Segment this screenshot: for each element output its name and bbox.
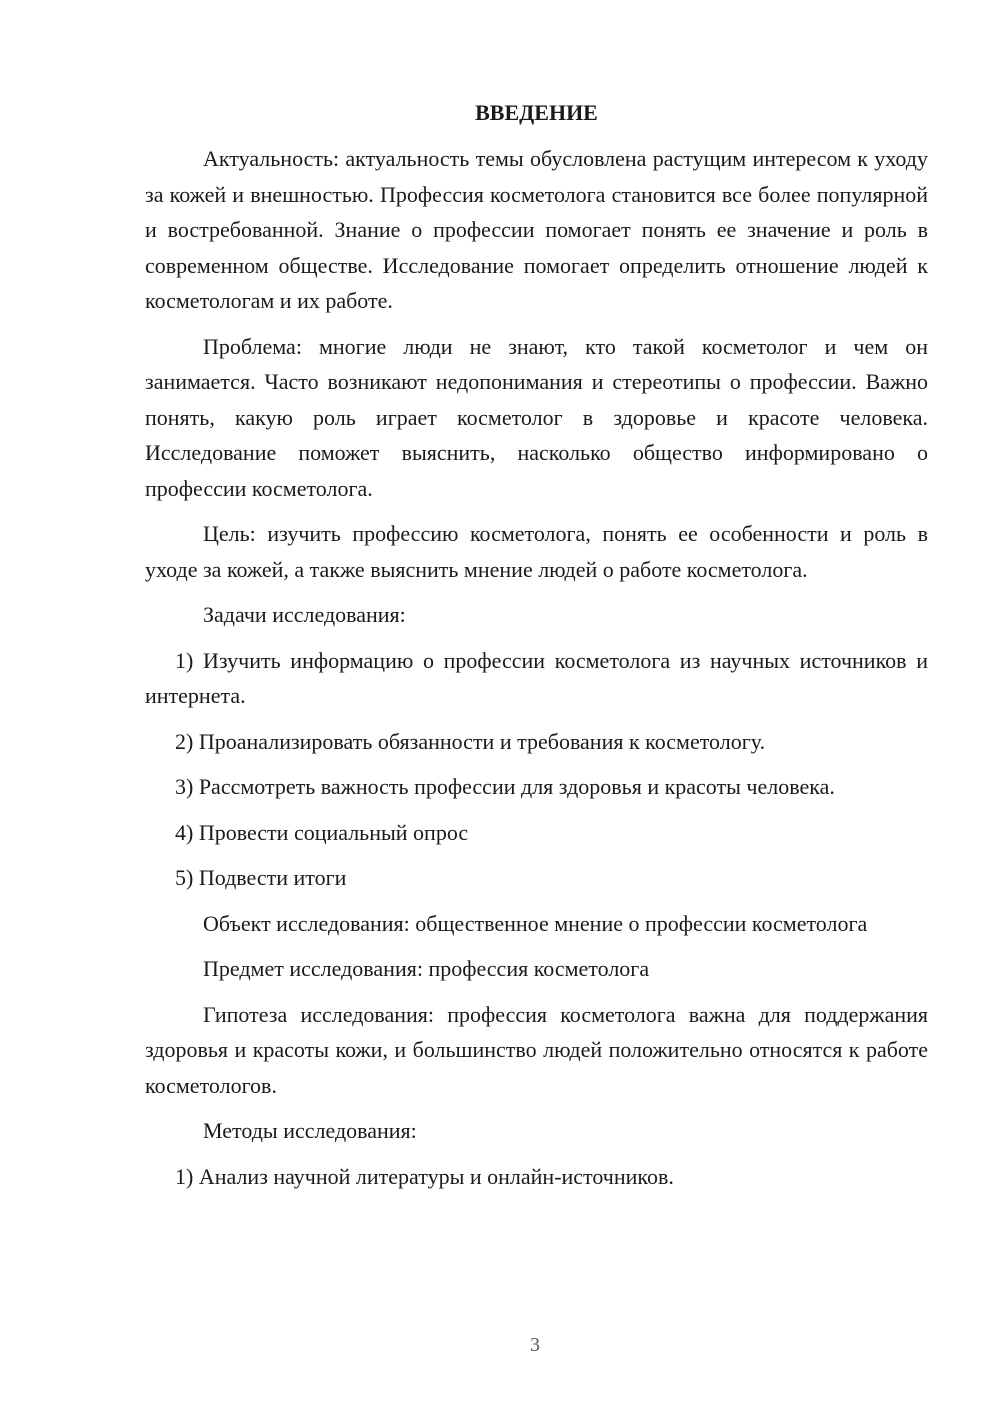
list-item-method-1: 1) Анализ научной литературы и онлайн-источников. <box>175 1163 674 1189</box>
list-item-task-5: 5) Подвести итоги <box>175 865 347 890</box>
paragraph-relevance: Актуальность: актуальность темы обусловлена растущим интересом к уходу за кожей и внешностью. Профессия косметолога становится все более популярной и востребованной. Знание о профессии помогает понять ее значение и роль в современном обществе. Исследование помогает определить отношение людей к косметологам и их работе. <box>145 146 928 313</box>
paragraph-object: Объект исследования: общественное мнение о профессии косметолога <box>203 910 868 936</box>
tasks-heading: Задачи исследования: <box>203 602 406 627</box>
list-item-task-3: 3) Рассмотреть важность профессии для здоровья и красоты человека. <box>175 774 835 799</box>
page-number: 3 <box>530 1334 540 1356</box>
list-item-task-4: 4) Провести социальный опрос <box>175 819 469 845</box>
paragraph-hypothesis: Гипотеза исследования: профессия косметолога важна для поддержания здоровья и красоты кожи, и большинство людей положительно относятся к работе косметологов. <box>145 1001 928 1098</box>
paragraph-subject: Предмет исследования: профессия косметолога <box>203 956 650 981</box>
list-item-task-2: 2) Проанализировать обязанности и требования к косметологу. <box>175 728 766 754</box>
document-body <box>145 95 928 1204</box>
paragraph-problem: Проблема: многие люди не знают, кто такой косметолог и чем он занимается. Часто возникают недопонимания и стереотипы о профессии. Важно понять, какую роль играет косметолог в здоровье и красоте человека. Исследование поможет выяснить, насколько общество информировано о профессии косметолога. <box>145 333 928 501</box>
paragraph-goal: Цель: изучить профессию косметолога, понять ее особенности и роль в уходе за кожей, а также выяснить мнение людей о работе косметолога. <box>145 521 928 582</box>
page-title: ВВЕДЕНИЕ <box>475 100 598 125</box>
methods-heading: Методы исследования: <box>203 1118 417 1143</box>
list-item-task-1: 1) Изучить информацию о профессии косметолога из научных источников и интернета. <box>145 647 928 708</box>
